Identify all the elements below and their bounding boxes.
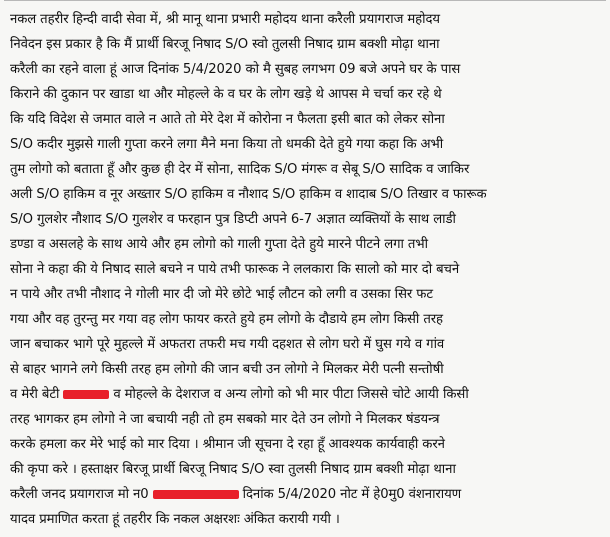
document-line-19: की कृपा करे । हस्ताक्षर बिरजू प्रार्थी बिरजू निषाद S/O स्वा तुलसी निषाद ग्राम बक्शी मोढ़ा थाना — [10, 462, 456, 477]
line-16-part-a: व मेरी बेटी — [10, 387, 60, 402]
line-20-part-b: दिनांक 5/4/2020 नोट में हे0मु0 वंशनारायण — [242, 487, 462, 502]
redaction-mark — [63, 390, 109, 399]
document-line-13: गया और वह तुरन्तु मर गया वह लोग फायर करते हुये हम लोगो के दौडाये हम लोग किसी तरह — [10, 312, 443, 327]
document-line-4: किराने की दुकान पर खाडा था और मोहल्ले के व घर के लोग खड़े थे आपस मे चर्चा कर रहे थे — [10, 87, 442, 102]
document-line-7: तुम लोगो को बताता हूँ और कुछ ही देर में सोना, सादिक S/O मंगरू व सेबू S/O सादिक व जाकिर — [10, 162, 470, 177]
redaction-mark — [153, 490, 239, 499]
document-line-8: अली S/O हाकिम व नूर अख्तार S/O हाकिम व नौशाद S/O हाकिम व शादाब S/O तिखार व फारूक — [10, 187, 487, 202]
document-line-12: न पाये और तभी नौशाद ने गोली मार दी जो मेरे छोटे भाई लौटन को लगी व उसका सिर फट — [10, 287, 433, 302]
document-line-1: नकल तहरीर हिन्दी वादी सेवा में, श्री मानू थाना प्रभारी महोदय थाना करैली प्रयागराज महोदय — [10, 12, 440, 27]
top-divider — [4, 0, 606, 1]
line-16-part-b: व मोहल्ले के देशराज व अन्य लोगो को भी मार पीटा जिससे चोटे आयी किसी — [113, 387, 469, 402]
document-line-3: करैली का रहने वाला हूं आज दिनांक 5/4/2020 को मै सुबह लगभग 09 बजे अपने घर के पास — [10, 62, 461, 77]
document-line-20 — [10, 482, 602, 507]
document-line-11: सोना ने कहा की ये निषाद साले बचने न पाये तभी फारूक ने ललकारा कि सालो को मार दो बचने — [10, 262, 460, 277]
document-line-18: करके हमला कर मेरे भाई को मार दिया । श्रीमान जी सूचना दे रहा हूँ आवश्यक कार्यवाही करने — [10, 437, 445, 452]
document-line-15: से बाहर भागने लगे किसी तरह हम लोगो की जान बची उन लोगो ने मिलकर मेरी पत्नी सन्तोषी — [10, 362, 444, 377]
document-line-21: यादव प्रमाणित करता हूं तहरीर कि नकल अक्षरशः अंकित करायी गयी । — [10, 512, 340, 527]
line-20-part-a: करैली जनद प्रयागराज मो न0 — [10, 487, 149, 502]
document-line-2: निवेदन इस प्रकार है कि मैं प्रार्थी बिरजू निषाद S/O स्वो तुलसी निषाद ग्राम बक्शी मोढ़ा थाना — [10, 37, 440, 52]
document-line-14: जान बचाकर भागे पूरे मुहल्ले में अफतरा तफरी मच गयी दहशत से लोग घरो में घुस गये व गांव — [10, 337, 445, 352]
document-line-5: कि यदि विदेश से जमात वाले न आते तो मेरे देश में कोरोना न फैलता इसी बात को लेकर सोना — [10, 112, 445, 127]
document-line-16 — [10, 382, 602, 407]
document-line-6: S/O कदीर मुझसे गाली गुप्ता करने लगा मैने मना किया तो धमकी देते हुये गया कहा कि अभी — [10, 137, 444, 152]
document-line-10: डण्डा व असलहे के साथ आये और हम लोगो को गाली गुप्ता देते हुये मारने पीटने लगा तभी — [10, 237, 428, 252]
document-line-17: तरह भागकर हम लोगो ने जा बचायी नही तो हम सबको मार देते उन लोगो ने मिलकर षंडयन्त्र — [10, 412, 440, 427]
document-line-9: S/O गुलशेर नौशाद S/O गुलशेर व फरहान पुत्र डिप्टी अपने 6-7 अज्ञात व्यक्तियों के साथ लाडी — [10, 212, 456, 227]
